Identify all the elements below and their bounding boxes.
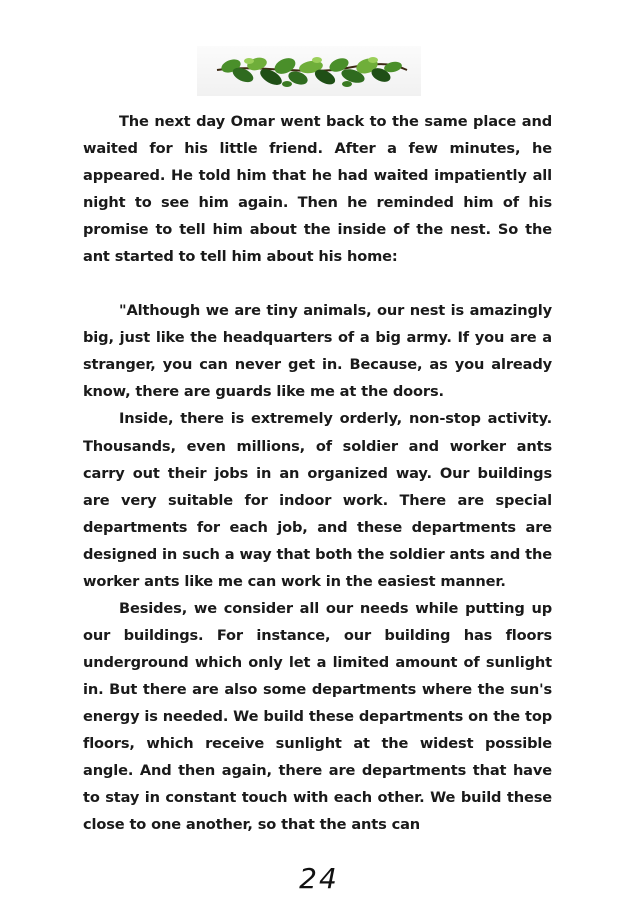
paragraph: "Although we are tiny animals, our nest is amazingly big, just like the headquarters of a big army. If you are a stranger, you can never get in. Because, as you already know, there are guards like me at the doors. (83, 302, 552, 401)
leafy-branch-icon (197, 46, 421, 96)
paragraph: Besides, we consider all our needs while putting up our buildings. For instance, our building has floors underground which only let a limited amount of sunlight in. But there are also some departments where the sun's energy is needed. We build these departments on the top floors, which receive sunlight at the widest possible angle. And then again, there are departments that have to stay in constant touch with each other. We build these close to one another, so that the ants can (83, 599, 552, 834)
paragraph: The next day Omar went back to the same place and waited for his little friend. After a few minutes, he appeared. He told him that he had waited impatiently all night to see him again. Then he reminded him of his promise to tell him about the inside of the nest. So the ant started to tell him about his home: (83, 113, 552, 266)
paragraph: Inside, there is extremely orderly, non-stop activity. Thousands, even millions, of soldier and worker ants carry out their jobs in an organized way. Our buildings are very suitable for indoor work. There are special departments for each job, and these departments are designed in such a way that both the soldier ants and the worker ants like me can work in the easiest manner. (83, 410, 552, 590)
page-number: 24 (299, 862, 339, 895)
story-text (83, 108, 552, 838)
header-ornament (197, 46, 421, 96)
